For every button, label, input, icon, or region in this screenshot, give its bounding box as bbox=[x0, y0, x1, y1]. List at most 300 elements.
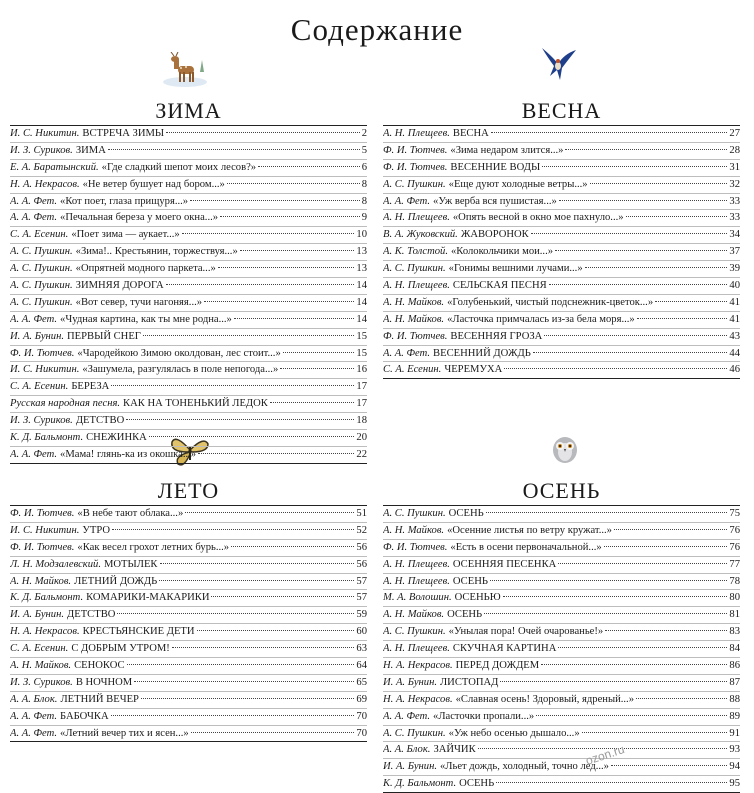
entry-title: «Кот поет, глаза прищуря...» bbox=[60, 195, 189, 207]
entry-title: «Летний вечер тих и ясен...» bbox=[60, 727, 189, 739]
toc-entry[interactable] bbox=[10, 226, 367, 243]
section-title-autumn: ОСЕНЬ bbox=[522, 478, 601, 503]
toc-entry[interactable] bbox=[10, 294, 367, 311]
entry-page: 5 bbox=[361, 144, 367, 156]
toc-entry[interactable] bbox=[10, 361, 367, 378]
entry-page: 2 bbox=[361, 128, 367, 139]
entry-page: 78 bbox=[729, 575, 740, 587]
entry-title: «Осенние листья по ветру кружат...» bbox=[447, 524, 612, 536]
toc-entry[interactable] bbox=[10, 193, 367, 210]
dot-leader bbox=[204, 301, 354, 302]
entry-title: ОСЕНЬЮ bbox=[454, 592, 501, 604]
toc-entry[interactable] bbox=[10, 674, 367, 691]
entry-author: А. С. Пушкин. bbox=[383, 178, 446, 190]
toc-entry[interactable] bbox=[383, 226, 740, 243]
entry-author: А. С. Пушкин. bbox=[10, 263, 73, 275]
entry-author: И. С. Никитин. bbox=[10, 524, 80, 536]
entry-page: 52 bbox=[356, 524, 367, 536]
toc-entry[interactable] bbox=[383, 556, 740, 573]
entry-page: 91 bbox=[729, 727, 740, 739]
entry-title: ЗАЙЧИК bbox=[433, 744, 476, 756]
entry-author: С. А. Есенин. bbox=[10, 381, 69, 393]
dot-leader bbox=[549, 284, 728, 285]
entry-title: СЕНОКОС bbox=[74, 660, 125, 672]
dot-leader bbox=[655, 301, 727, 302]
dot-leader bbox=[280, 368, 354, 369]
toc-entry[interactable] bbox=[10, 311, 367, 328]
toc-entry[interactable] bbox=[10, 345, 367, 362]
entry-title: ОСЕНЬ bbox=[447, 609, 483, 621]
entry-title: ВСТРЕЧА ЗИМЫ bbox=[82, 128, 165, 139]
entry-author: А. Н. Майков. bbox=[10, 575, 72, 587]
dot-leader bbox=[166, 284, 355, 285]
toc-entry[interactable] bbox=[10, 657, 367, 674]
entry-page: 31 bbox=[729, 161, 740, 173]
dot-leader bbox=[117, 613, 354, 614]
toc-entry[interactable] bbox=[10, 522, 367, 539]
dot-leader bbox=[611, 765, 727, 766]
toc-summer bbox=[10, 505, 367, 742]
toc-entry[interactable] bbox=[383, 142, 740, 159]
toc-entry[interactable] bbox=[383, 209, 740, 226]
entry-author: А. А. Блок. bbox=[10, 693, 58, 705]
deer-icon bbox=[160, 52, 210, 88]
entry-page: 13 bbox=[356, 246, 367, 258]
dot-leader bbox=[484, 613, 727, 614]
entry-title: «В небе тают облака...» bbox=[77, 508, 184, 519]
entry-title: «Печальная береза у моего окна...» bbox=[60, 212, 219, 224]
entry-title: БАБОЧКА bbox=[60, 710, 109, 722]
toc-entry[interactable] bbox=[10, 446, 367, 463]
toc-entry[interactable] bbox=[10, 260, 367, 277]
entry-page: 76 bbox=[729, 524, 740, 536]
entry-title: «Опять весной в окно мое пахнуло...» bbox=[452, 212, 624, 224]
dot-leader bbox=[191, 732, 355, 733]
entry-page: 17 bbox=[356, 381, 367, 393]
entry-author: А. Н. Майков. bbox=[383, 313, 445, 325]
entry-page: 76 bbox=[729, 541, 740, 553]
entry-title: ДЕТСТВО bbox=[67, 609, 116, 621]
toc-entry[interactable] bbox=[383, 311, 740, 328]
entry-title: МОТЫЛЕК bbox=[103, 558, 158, 570]
toc-entry[interactable] bbox=[383, 606, 740, 623]
entry-author: С. А. Есенин. bbox=[383, 364, 442, 376]
entry-author: К. Д. Бальмонт. bbox=[383, 778, 457, 790]
toc-entry[interactable] bbox=[10, 412, 367, 429]
toc-entry[interactable] bbox=[10, 556, 367, 573]
entry-author: А. С. Пушкин. bbox=[383, 727, 446, 739]
entry-page: 44 bbox=[729, 347, 740, 359]
dot-leader bbox=[636, 698, 727, 699]
entry-author: А. Н. Майков. bbox=[10, 660, 72, 672]
toc-entry[interactable] bbox=[383, 708, 740, 725]
toc-entry[interactable] bbox=[383, 775, 740, 792]
entry-title: «Где сладкий шепот моих лесов?» bbox=[101, 161, 257, 173]
entry-page: 41 bbox=[729, 313, 740, 325]
entry-author: А. Н. Плещеев. bbox=[383, 558, 450, 570]
entry-title: «Ласточки пропали...» bbox=[433, 710, 535, 722]
toc-entry[interactable] bbox=[10, 573, 367, 590]
entry-author: А. А. Фет. bbox=[10, 448, 58, 460]
dot-leader bbox=[231, 546, 354, 547]
toc-entry[interactable] bbox=[10, 725, 367, 742]
dot-leader bbox=[172, 647, 355, 648]
entry-title: БЕРЕЗА bbox=[71, 381, 110, 393]
dot-leader bbox=[559, 200, 728, 201]
dot-leader bbox=[258, 166, 360, 167]
entry-page: 57 bbox=[356, 575, 367, 587]
entry-author: А. Н. Майков. bbox=[383, 524, 445, 536]
toc-entry[interactable] bbox=[10, 277, 367, 294]
entry-title: «Есть в осени первоначальной...» bbox=[450, 541, 602, 553]
dot-leader bbox=[159, 580, 354, 581]
entry-author: И. С. Никитин. bbox=[10, 364, 80, 376]
entry-page: 17 bbox=[356, 398, 367, 410]
toc-entry[interactable] bbox=[383, 277, 740, 294]
entry-page: 77 bbox=[729, 558, 740, 570]
entry-title: «Льет дождь, холодный, точно лед...» bbox=[440, 761, 609, 773]
toc-entry[interactable] bbox=[10, 506, 367, 522]
entry-title: СНЕЖИНКА bbox=[86, 432, 147, 444]
entry-author: И. А. Бунин. bbox=[383, 676, 437, 688]
entry-title: «Зима недаром злится...» bbox=[450, 144, 564, 156]
entry-title: «Уж верба вся пушистая...» bbox=[433, 195, 557, 207]
owl-icon bbox=[548, 432, 582, 466]
entry-author: А. Н. Плещеев. bbox=[383, 212, 450, 224]
toc-entry[interactable] bbox=[383, 328, 740, 345]
dot-leader bbox=[536, 715, 727, 716]
entry-title: С ДОБРЫМ УТРОМ! bbox=[71, 643, 170, 655]
entry-page: 33 bbox=[729, 212, 740, 224]
dot-leader bbox=[182, 233, 355, 234]
dot-leader bbox=[111, 715, 355, 716]
entry-page: 75 bbox=[729, 508, 740, 519]
entry-author: А. Н. Плещеев. bbox=[383, 643, 450, 655]
dot-leader bbox=[185, 512, 354, 513]
entry-title: ЧЕРЕМУХА bbox=[444, 364, 503, 376]
toc-entry[interactable] bbox=[383, 674, 740, 691]
entry-title: ЛЕТНИЙ ВЕЧЕР bbox=[60, 693, 139, 705]
entry-title: «Гонимы вешними лучами...» bbox=[448, 263, 583, 275]
entry-page: 14 bbox=[356, 313, 367, 325]
toc-entry[interactable] bbox=[10, 708, 367, 725]
entry-author: А. С. Пушкин. bbox=[383, 626, 446, 638]
entry-page: 81 bbox=[729, 609, 740, 621]
entry-title: «Славная осень! Здоровый, ядреный...» bbox=[455, 693, 634, 705]
toc-entry[interactable] bbox=[383, 741, 740, 758]
entry-author: И. А. Бунин. bbox=[10, 609, 64, 621]
toc-entry[interactable] bbox=[10, 328, 367, 345]
entry-page: 60 bbox=[356, 626, 367, 638]
entry-author: А. Н. Плещеев. bbox=[383, 128, 450, 139]
entry-author: И. З. Суриков. bbox=[10, 415, 73, 427]
toc-entry[interactable] bbox=[10, 378, 367, 395]
dot-leader bbox=[582, 732, 728, 733]
entry-page: 56 bbox=[356, 541, 367, 553]
dot-leader bbox=[160, 563, 355, 564]
dot-leader bbox=[533, 352, 728, 353]
entry-title: «Мама! глянь-ка из окошка...» bbox=[60, 448, 197, 460]
dot-leader bbox=[496, 782, 727, 783]
entry-page: 37 bbox=[729, 246, 740, 258]
entry-author: Ф. И. Тютчев. bbox=[10, 541, 75, 553]
toc-entry[interactable] bbox=[10, 243, 367, 260]
entry-title: ВЕСЕННИЙ ДОЖДЬ bbox=[433, 347, 531, 359]
toc-entry[interactable] bbox=[383, 539, 740, 556]
toc-entry[interactable] bbox=[10, 589, 367, 606]
entry-title: «Еще дуют холодные ветры...» bbox=[448, 178, 588, 190]
entry-title: «Опрятней модного паркета...» bbox=[75, 263, 216, 275]
entry-author: А. К. Толстой. bbox=[383, 246, 448, 258]
dot-leader bbox=[234, 318, 355, 319]
dot-leader bbox=[558, 647, 727, 648]
entry-author: Н. А. Некрасов. bbox=[383, 693, 453, 705]
entry-author: Е. А. Баратынский. bbox=[10, 161, 99, 173]
dot-leader bbox=[127, 664, 355, 665]
entry-author: А. С. Пушкин. bbox=[383, 508, 446, 519]
toc-entry[interactable] bbox=[383, 657, 740, 674]
entry-author: А. А. Фет. bbox=[10, 313, 58, 325]
dot-leader bbox=[197, 630, 355, 631]
entry-title: «Унылая пора! Очей очарованье!» bbox=[448, 626, 604, 638]
entry-author: В. А. Жуковский. bbox=[383, 229, 458, 241]
dot-leader bbox=[614, 529, 727, 530]
entry-author: Ф. И. Тютчев. bbox=[383, 161, 448, 173]
entry-author: Н. А. Некрасов. bbox=[10, 626, 80, 638]
toc-entry[interactable] bbox=[10, 395, 367, 412]
dot-leader bbox=[198, 453, 354, 454]
entry-page: 40 bbox=[729, 280, 740, 292]
toc-entry[interactable] bbox=[383, 623, 740, 640]
entry-title: «Чудная картина, как ты мне родна...» bbox=[60, 313, 232, 325]
entry-page: 80 bbox=[729, 592, 740, 604]
section-title-winter: ЗИМА bbox=[155, 98, 222, 123]
dot-leader bbox=[227, 183, 360, 184]
dot-leader bbox=[542, 166, 727, 167]
entry-title: В НОЧНОМ bbox=[75, 676, 133, 688]
entry-page: 65 bbox=[356, 676, 367, 688]
entry-author: А. С. Пушкин. bbox=[10, 280, 73, 292]
entry-page: 39 bbox=[729, 263, 740, 275]
swallow-icon bbox=[538, 44, 580, 84]
entry-author: А. С. Пушкин. bbox=[383, 263, 446, 275]
dot-leader bbox=[558, 563, 727, 564]
toc-entry[interactable] bbox=[383, 573, 740, 590]
toc-entry[interactable] bbox=[383, 640, 740, 657]
entry-page: 56 bbox=[356, 558, 367, 570]
dot-leader bbox=[486, 512, 728, 513]
entry-author: А. А. Фет. bbox=[383, 347, 431, 359]
entry-page: 8 bbox=[361, 178, 367, 190]
toc-entry[interactable] bbox=[383, 243, 740, 260]
entry-author: А. А. Фет. bbox=[383, 710, 431, 722]
entry-author: К. Д. Бальмонт. bbox=[10, 432, 84, 444]
entry-title: «Голубенький, чистый подснежник-цветок...» bbox=[447, 296, 654, 308]
entry-page: 28 bbox=[729, 144, 740, 156]
toc-entry[interactable] bbox=[10, 142, 367, 159]
entry-page: 15 bbox=[356, 347, 367, 359]
entry-page: 84 bbox=[729, 643, 740, 655]
toc-winter bbox=[10, 125, 367, 464]
toc-entry[interactable] bbox=[10, 209, 367, 226]
entry-author: И. С. Никитин. bbox=[10, 128, 80, 139]
entry-author: С. А. Есенин. bbox=[10, 229, 69, 241]
toc-entry[interactable] bbox=[10, 606, 367, 623]
dot-leader bbox=[240, 250, 355, 251]
entry-page: 13 bbox=[356, 263, 367, 275]
toc-entry[interactable] bbox=[383, 725, 740, 742]
toc-autumn bbox=[383, 505, 740, 793]
toc-entry[interactable] bbox=[383, 159, 740, 176]
entry-page: 16 bbox=[356, 364, 367, 376]
toc-entry[interactable] bbox=[10, 159, 367, 176]
toc-entry[interactable] bbox=[10, 623, 367, 640]
dot-leader bbox=[585, 267, 728, 268]
dot-leader bbox=[143, 335, 354, 336]
toc-entry[interactable] bbox=[383, 260, 740, 277]
entry-page: 27 bbox=[729, 128, 740, 139]
entry-page: 18 bbox=[356, 415, 367, 427]
entry-page: 32 bbox=[729, 178, 740, 190]
entry-title: ДЕТСТВО bbox=[75, 415, 125, 427]
entry-page: 14 bbox=[356, 280, 367, 292]
entry-title: КРЕСТЬЯНСКИЕ ДЕТИ bbox=[82, 626, 195, 638]
entry-title: «Поет зима — аукает...» bbox=[71, 229, 180, 241]
dot-leader bbox=[500, 681, 727, 682]
dot-leader bbox=[270, 402, 355, 403]
entry-title: ЗИМНЯЯ ДОРОГА bbox=[75, 280, 164, 292]
entry-page: 14 bbox=[356, 296, 367, 308]
entry-author: А. А. Фет. bbox=[10, 710, 58, 722]
dot-leader bbox=[141, 698, 354, 699]
entry-title: ЖАВОРОНОК bbox=[460, 229, 529, 241]
dot-leader bbox=[220, 216, 360, 217]
entry-page: 34 bbox=[729, 229, 740, 241]
entry-author: А. А. Фет. bbox=[10, 727, 58, 739]
entry-author: Л. Н. Модзалевский. bbox=[10, 558, 101, 570]
entry-page: 93 bbox=[729, 744, 740, 756]
entry-author: И. З. Суриков. bbox=[10, 676, 73, 688]
entry-author: Русская народная песня. bbox=[10, 398, 121, 410]
toc-entry[interactable] bbox=[383, 294, 740, 311]
toc-entry[interactable] bbox=[10, 176, 367, 193]
entry-page: 69 bbox=[356, 693, 367, 705]
entry-title: ЗИМА bbox=[75, 144, 106, 156]
entry-page: 41 bbox=[729, 296, 740, 308]
dot-leader bbox=[108, 149, 360, 150]
dot-leader bbox=[590, 183, 728, 184]
entry-author: С. А. Есенин. bbox=[10, 643, 69, 655]
dot-leader bbox=[604, 546, 728, 547]
entry-page: 87 bbox=[729, 676, 740, 688]
entry-page: 70 bbox=[356, 727, 367, 739]
toc-entry[interactable] bbox=[383, 126, 740, 142]
dot-leader bbox=[541, 664, 727, 665]
entry-page: 6 bbox=[361, 161, 367, 173]
entry-author: А. С. Пушкин. bbox=[10, 296, 73, 308]
entry-page: 63 bbox=[356, 643, 367, 655]
entry-author: А. Н. Плещеев. bbox=[383, 575, 450, 587]
toc-entry[interactable] bbox=[10, 640, 367, 657]
toc-entry[interactable] bbox=[383, 506, 740, 522]
toc-entry[interactable] bbox=[383, 691, 740, 708]
entry-title: ВЕСЕННИЕ ВОДЫ bbox=[450, 161, 541, 173]
section-title-spring: ВЕСНА bbox=[521, 98, 602, 123]
dot-leader bbox=[190, 200, 360, 201]
toc-entry[interactable] bbox=[10, 429, 367, 446]
entry-title: ВЕСЕННЯЯ ГРОЗА bbox=[450, 330, 543, 342]
dot-leader bbox=[626, 216, 728, 217]
entry-author: А. А. Фет. bbox=[383, 195, 431, 207]
entry-page: 43 bbox=[729, 330, 740, 342]
entry-title: «Как весел грохот летних бурь...» bbox=[77, 541, 230, 553]
entry-author: А. А. Фет. bbox=[10, 212, 58, 224]
toc-entry[interactable] bbox=[383, 193, 740, 210]
dot-leader bbox=[544, 335, 727, 336]
entry-author: И. А. Бунин. bbox=[10, 330, 64, 342]
dot-leader bbox=[111, 385, 354, 386]
toc-spring bbox=[383, 125, 740, 379]
toc-entry[interactable] bbox=[383, 758, 740, 775]
entry-title: «Вот север, тучи нагоняя...» bbox=[75, 296, 203, 308]
dot-leader bbox=[218, 267, 355, 268]
section-title-summer: ЛЕТО bbox=[157, 478, 220, 503]
entry-page: 8 bbox=[361, 195, 367, 207]
entry-page: 57 bbox=[356, 592, 367, 604]
entry-title: ОСЕНЬ bbox=[448, 508, 484, 519]
entry-title: «Ласточка примчалась из-за бела моря...» bbox=[447, 313, 635, 325]
entry-page: 59 bbox=[356, 609, 367, 621]
entry-author: Ф. И. Тютчев. bbox=[10, 508, 75, 519]
entry-page: 15 bbox=[356, 330, 367, 342]
watermark: ozon.ru bbox=[583, 742, 627, 768]
entry-title: «Чародейкою Зимою околдован, лес стоит...» bbox=[77, 347, 281, 359]
toc-entry[interactable] bbox=[383, 176, 740, 193]
entry-page: 95 bbox=[729, 778, 740, 790]
entry-title: УТРО bbox=[82, 524, 111, 536]
toc-entry[interactable] bbox=[10, 126, 367, 142]
entry-page: 46 bbox=[729, 364, 740, 376]
entry-author: Н. А. Некрасов. bbox=[10, 178, 80, 190]
entry-page: 10 bbox=[356, 229, 367, 241]
toc-entry[interactable] bbox=[383, 361, 740, 378]
dot-leader bbox=[490, 580, 727, 581]
entry-title: КАК НА ТОНЕНЬКИЙ ЛЕДОК bbox=[123, 398, 268, 410]
toc-entry[interactable] bbox=[10, 539, 367, 556]
entry-title: «Зашумела, разгулялась в поле непогода...» bbox=[82, 364, 279, 376]
entry-page: 70 bbox=[356, 710, 367, 722]
entry-author: Ф. И. Тютчев. bbox=[10, 347, 75, 359]
entry-author: Н. А. Некрасов. bbox=[383, 660, 453, 672]
entry-page: 9 bbox=[361, 212, 367, 224]
toc-entry[interactable] bbox=[383, 345, 740, 362]
entry-title: СКУЧНАЯ КАРТИНА bbox=[452, 643, 557, 655]
dot-leader bbox=[134, 681, 354, 682]
toc-entry[interactable] bbox=[383, 589, 740, 606]
entry-author: Ф. И. Тютчев. bbox=[383, 144, 448, 156]
toc-entry[interactable] bbox=[383, 522, 740, 539]
dot-leader bbox=[637, 318, 728, 319]
entry-page: 88 bbox=[729, 693, 740, 705]
entry-page: 33 bbox=[729, 195, 740, 207]
toc-entry[interactable] bbox=[10, 691, 367, 708]
entry-author: А. Н. Майков. bbox=[383, 296, 445, 308]
entry-author: А. Н. Плещеев. bbox=[383, 280, 450, 292]
entry-author: А. А. Блок. bbox=[383, 744, 431, 756]
dot-leader bbox=[149, 436, 355, 437]
entry-title: «Не ветер бушует над бором...» bbox=[82, 178, 225, 190]
dot-leader bbox=[531, 233, 728, 234]
